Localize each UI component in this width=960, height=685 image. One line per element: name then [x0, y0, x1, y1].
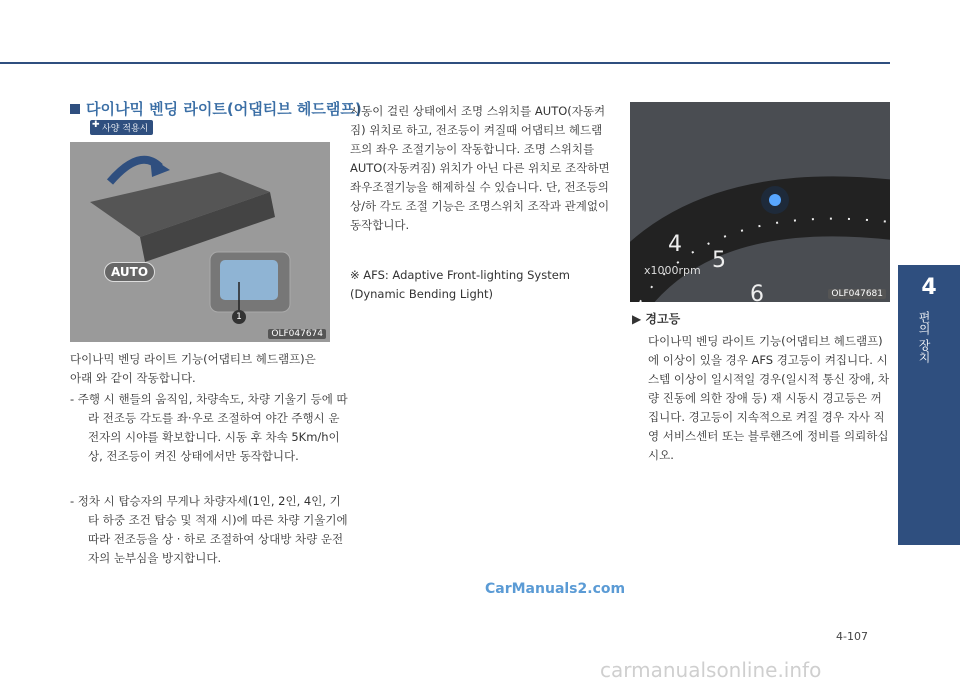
chapter-tab[interactable]	[898, 265, 960, 545]
auto-label: AUTO	[104, 262, 155, 282]
afs-note: ※ AFS: Adaptive Front-lighting System (Dynamic Bending Light)	[350, 268, 570, 301]
left-item-2: - 정차 시 탑승자의 무게나 차량자세(1인, 2인, 4인, 기타 하중 조건 탑승 및 적재 시)에 따른 차량 기울기에 따라 전조등을 상 · 하로 조절하여 상대방 차량 운전자의 눈부심을 방지합니다.	[70, 494, 348, 565]
figure-code-right: OLF047681	[828, 289, 886, 299]
rpm-unit: x1000rpm	[644, 264, 701, 277]
section-title-text: 다이나믹 벤딩 라이트(어댑티브 헤드램프)	[86, 100, 362, 118]
top-rule	[0, 62, 890, 64]
middle-paragraph: 시동이 걸린 상태에서 조명 스위치를 AUTO(자동켜짐) 위치로 하고, 전조등이 켜질때 어댑티브 헤드램프의 좌우 조절기능이 작동합니다. 조명 스위치를 AUTO(자동켜짐) 위치가 아닌 다른 위치로 조작하면 좌우조절기능을 해제하실 수 있습니다. 단, 전조등의 상/하 각도 조절 기능은 조명스위치 조작과 관계없이 동작합니다.	[350, 104, 610, 232]
page-number: 4-107	[836, 630, 868, 643]
warning-heading: ▶ 경고등	[632, 312, 681, 326]
square-bullet-icon	[70, 104, 80, 114]
light-switch-illustration	[70, 142, 330, 342]
light-switch-figure	[70, 142, 330, 342]
footer-watermark: carmanualsonline.info	[600, 658, 822, 682]
warning-paragraph: 다이나믹 벤딩 라이트 기능(어댑티브 헤드램프)에 이상이 있을 경우 AFS 경고등이 켜집니다. 시스템 이상이 일시적일 경우(일시적 통신 장애, 차량 진동에 의한 장애 등) 재 시동시 경고등은 꺼집니다. 경고등이 지속적으로 켜질 경우 자사 직영 서비스센터 또는 블루핸즈에 정비를 의뢰하십시오.	[648, 334, 890, 462]
left-intro: 다이나믹 벤딩 라이트 기능(어댑티브 헤드램프)은 아래 와 같이 작동합니다.	[70, 352, 316, 385]
tick-6: 6	[750, 282, 764, 302]
tick-4: 4	[668, 232, 682, 257]
cluster-figure	[630, 102, 890, 302]
spec-badge	[90, 120, 153, 135]
plus-icon: ✚	[92, 120, 100, 130]
tick-5: 5	[712, 248, 726, 273]
chapter-number: 4	[921, 275, 937, 300]
figure-code: OLF047674	[268, 329, 326, 339]
section-title	[70, 98, 362, 119]
site-watermark[interactable]: CarManuals2.com	[485, 581, 626, 597]
callout-number: 1	[232, 310, 246, 324]
badge-text: 사양 적용시	[102, 124, 149, 134]
left-item-1: - 주행 시 핸들의 움직임, 차량속도, 차량 기울기 등에 따라 전조등 각도를 좌·우로 조절하여 야간 주행시 운전자의 시야를 확보합니다. 시동 후 차속 5Km/h이상, 전조등이 켜진 상태에서만 동작합니다.	[70, 392, 348, 463]
chapter-label: 편의 장치	[917, 311, 931, 363]
